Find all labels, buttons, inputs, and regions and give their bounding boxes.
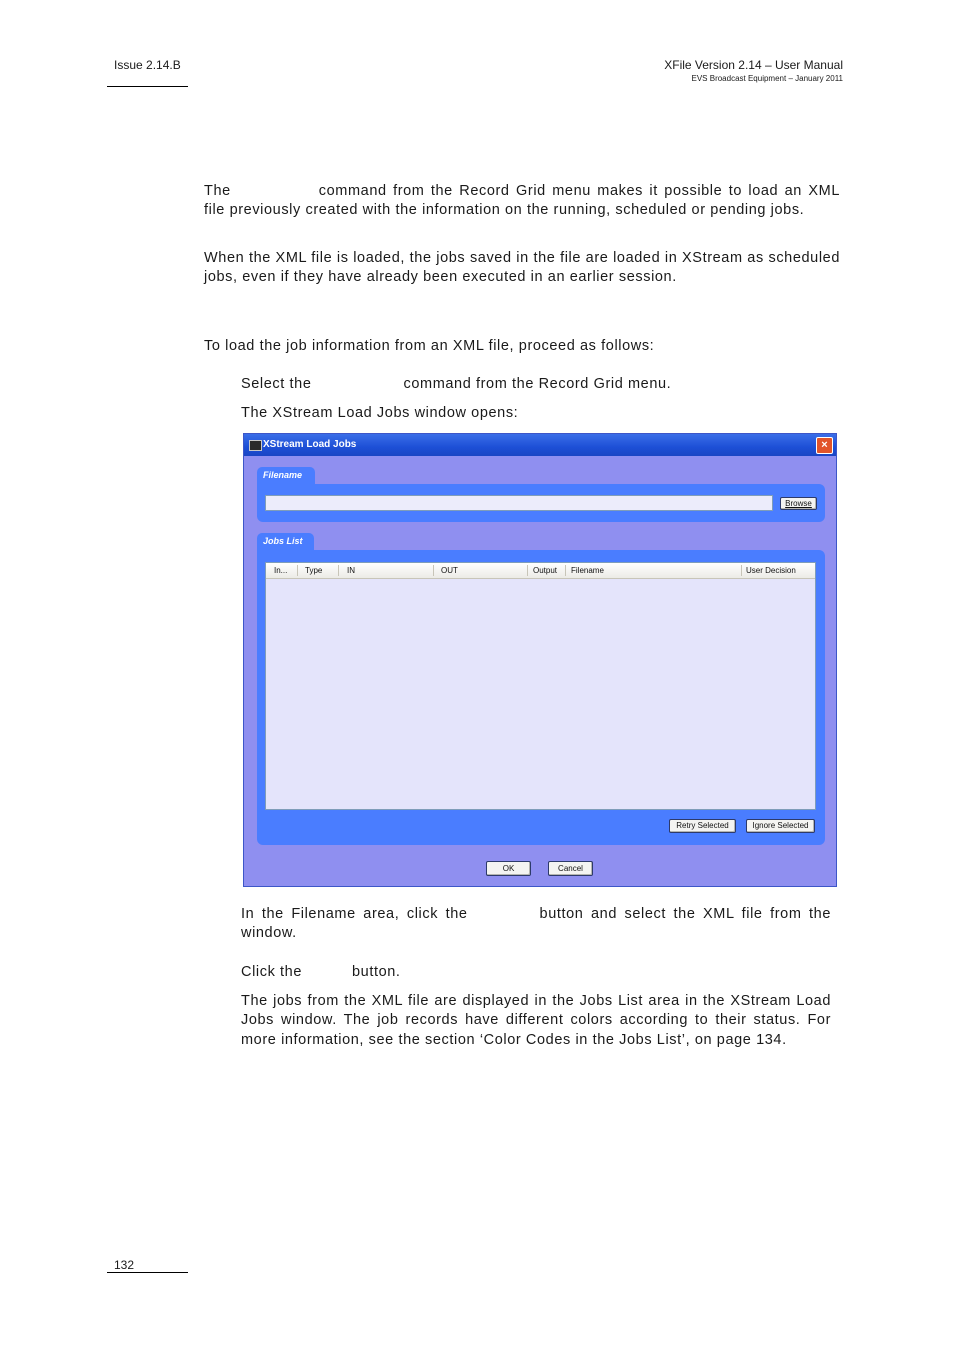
- intro-paragraph: [204, 182, 840, 221]
- column-header-filename[interactable]: Filename: [571, 566, 604, 575]
- cancel-button[interactable]: Cancel: [548, 861, 593, 876]
- column-header-type[interactable]: Type: [305, 566, 323, 575]
- app-icon: [249, 440, 262, 451]
- step-2: [241, 905, 831, 944]
- issue-label: Issue 2.14.B: [114, 58, 181, 72]
- step-2-start: In the Filename area, click the: [241, 906, 468, 922]
- page-number: 132: [114, 1258, 135, 1272]
- ok-button[interactable]: OK: [486, 861, 531, 876]
- intro-paragraph-rest: command from the Record Grid menu makes it possible to load an XML file previously created with the information on the running, scheduled or pending jobs.: [204, 183, 840, 219]
- ignore-selected-button[interactable]: Ignore Selected: [746, 819, 815, 833]
- step-3-rest: button.: [352, 964, 401, 980]
- intro-paragraph-start: The: [204, 183, 231, 199]
- jobs-list-table[interactable]: [265, 562, 816, 810]
- jobs-list-header: [266, 563, 815, 579]
- publisher-line: EVS Broadcast Equipment – January 2011: [691, 74, 843, 83]
- manual-title: XFile Version 2.14 – User Manual: [664, 58, 843, 72]
- procedure-intro: To load the job information from an XML file, proceed as follows:: [204, 338, 655, 354]
- step-3-start: Click the: [241, 964, 302, 980]
- step-3: [241, 963, 831, 982]
- footer-rule: [107, 1272, 188, 1273]
- step-3-result: The jobs from the XML file are displayed in the Jobs List area in the XStream Load Jobs window. The job records have different colors according to their status. For more information, see the section ‘Color Codes in the Jobs List’, on page 134.: [241, 993, 831, 1048]
- dialog-title: XStream Load Jobs: [263, 439, 357, 450]
- column-divider: [741, 565, 742, 576]
- step-2-rest: button and select the XML file from the window.: [241, 906, 831, 942]
- column-divider: [433, 565, 434, 576]
- jobs-list-group-tab: Jobs List: [257, 533, 314, 550]
- filename-group-tab: Filename: [257, 467, 315, 484]
- column-header-in[interactable]: IN: [347, 566, 355, 575]
- column-header-out[interactable]: OUT: [441, 566, 458, 575]
- column-header-output[interactable]: Output: [533, 566, 558, 575]
- header-rule: [107, 86, 188, 87]
- close-icon[interactable]: ×: [816, 437, 833, 454]
- column-divider: [297, 565, 298, 576]
- step-1-result: The XStream Load Jobs window opens:: [241, 405, 519, 421]
- column-header-user-decision[interactable]: User Decision: [746, 566, 796, 575]
- load-paragraph: When the XML file is loaded, the jobs saved in the file are loaded in XStream as scheduled jobs, even if they have already been executed in an earlier session.: [204, 250, 840, 286]
- browse-button[interactable]: Browse: [780, 497, 817, 510]
- step-1: [241, 375, 840, 394]
- filename-input[interactable]: [265, 495, 773, 511]
- retry-selected-button[interactable]: Retry Selected: [669, 819, 736, 833]
- column-header-index[interactable]: In...: [274, 566, 288, 575]
- load-jobs-dialog: [243, 433, 837, 887]
- column-divider: [527, 565, 528, 576]
- step-1-rest: command from the Record Grid menu.: [403, 376, 672, 392]
- dialog-titlebar: [244, 434, 836, 456]
- column-divider: [338, 565, 339, 576]
- step-1-start: Select the: [241, 376, 312, 392]
- column-divider: [565, 565, 566, 576]
